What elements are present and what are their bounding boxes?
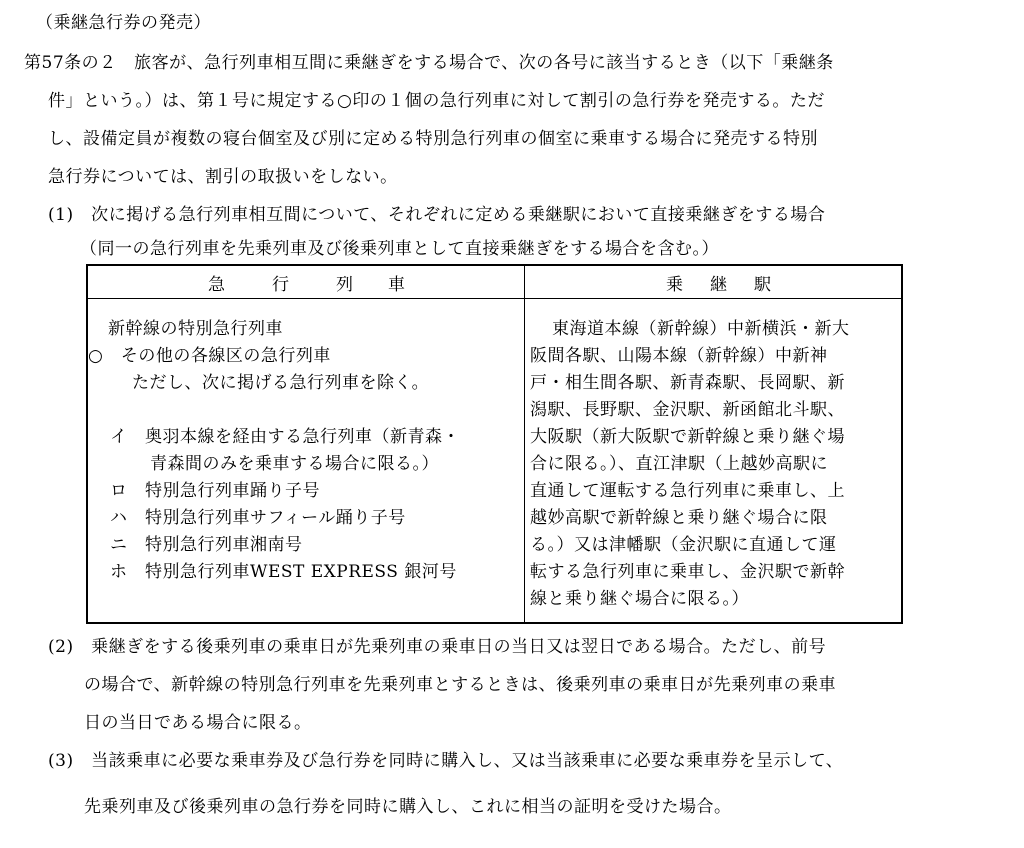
station-line: 戸・相生間各駅、新青森駅、長岡駅、新 xyxy=(530,373,845,393)
article-line: 第57条の２ 旅客が、急行列車相互間に乗継ぎをする場合で、次の各号に該当するとき（以下「乗継条 xyxy=(24,53,834,73)
express-train-table xyxy=(86,264,903,624)
station-line: 転する急行列車に乗車し、金沢駅で新幹 xyxy=(530,562,845,582)
header-right-char: 駅 xyxy=(754,275,771,295)
station-line: 大阪駅（新大阪駅で新幹線と乗り継ぐ場 xyxy=(530,427,845,447)
station-line: 合に限る。）、直江津駅（上越妙高駅に xyxy=(530,454,828,474)
header-left-char: 行 xyxy=(272,275,289,295)
item-3-line: 先乗列車及び後乗列車の急行券を同時に購入し、これに相当の証明を受けた場合。 xyxy=(84,797,732,817)
section-heading: （乗継急行券の発売） xyxy=(36,13,211,33)
article-line: し、設備定員が複数の寝台個室及び別に定める特別急行列車の個室に乗車する場合に発売する特別 xyxy=(48,129,818,149)
item-3-line: (3) 当該乗車に必要な乗車券及び急行券を同時に購入し、又は当該乗車に必要な乗車券を呈示して、 xyxy=(48,751,844,771)
item-2-line: 日の当日である場合に限る。 xyxy=(84,713,312,733)
train-row: 新幹線の特別急行列車 xyxy=(108,319,283,339)
train-row: ロ 特別急行列車踊り子号 xyxy=(110,481,320,501)
train-row: ホ 特別急行列車WEST EXPRESS 銀河号 xyxy=(110,562,457,582)
header-left-char: 急 xyxy=(208,275,225,295)
article-line: 件」という。）は、第１号に規定する○印の１個の急行列車に対して割引の急行券を発売する。ただ xyxy=(48,91,825,111)
train-row: ニ 特別急行列車湘南号 xyxy=(110,535,303,555)
article-line: 急行券については、割引の取扱いをしない。 xyxy=(48,167,398,187)
train-row: 青森間のみを乗車する場合に限る。） xyxy=(150,454,439,474)
header-left-char: 車 xyxy=(388,275,405,295)
station-line: 直通して運転する急行列車に乗車し、上 xyxy=(530,481,845,501)
item-2-line: の場合で、新幹線の特別急行列車を先乗列車とするときは、後乗列車の乗車日が先乗列車の乗車 xyxy=(84,675,837,695)
train-row: ○ その他の各線区の急行列車 xyxy=(88,346,331,366)
table-divider xyxy=(524,266,525,622)
item-1-line: （同一の急行列車を先乗列車及び後乗列車として直接乗継ぎをする場合を含む。） xyxy=(80,239,719,259)
train-row: ただし、次に掲げる急行列車を除く。 xyxy=(132,373,430,393)
station-line: 阪間各駅、山陽本線（新幹線）中新神 xyxy=(530,346,828,366)
header-right-char: 乗 xyxy=(666,275,683,295)
train-row: ハ 特別急行列車サフィール踊り子号 xyxy=(110,508,406,528)
item-1-line: (1) 次に掲げる急行列車相互間について、それぞれに定める乗継駅において直接乗継ぎをする場合 xyxy=(48,205,826,225)
station-line: 東海道本線（新幹線）中新横浜・新大 xyxy=(552,319,850,339)
header-right-char: 継 xyxy=(710,275,727,295)
table-header-divider xyxy=(88,298,901,299)
station-line: 越妙高駅で新幹線と乗り継ぐ場合に限 xyxy=(530,508,828,528)
train-row: イ 奥羽本線を経由する急行列車（新青森・ xyxy=(110,427,460,447)
header-left-char: 列 xyxy=(336,275,353,295)
station-line: る。）又は津幡駅（金沢駅に直通して運 xyxy=(530,535,837,555)
station-line: 潟駅、長野駅、金沢駅、新函館北斗駅、 xyxy=(530,400,845,420)
item-2-line: (2) 乗継ぎをする後乗列車の乗車日が先乗列車の乗車日の当日又は翌日である場合。ただし、前号 xyxy=(48,637,827,657)
station-line: 線と乗り継ぐ場合に限る。） xyxy=(530,589,749,609)
